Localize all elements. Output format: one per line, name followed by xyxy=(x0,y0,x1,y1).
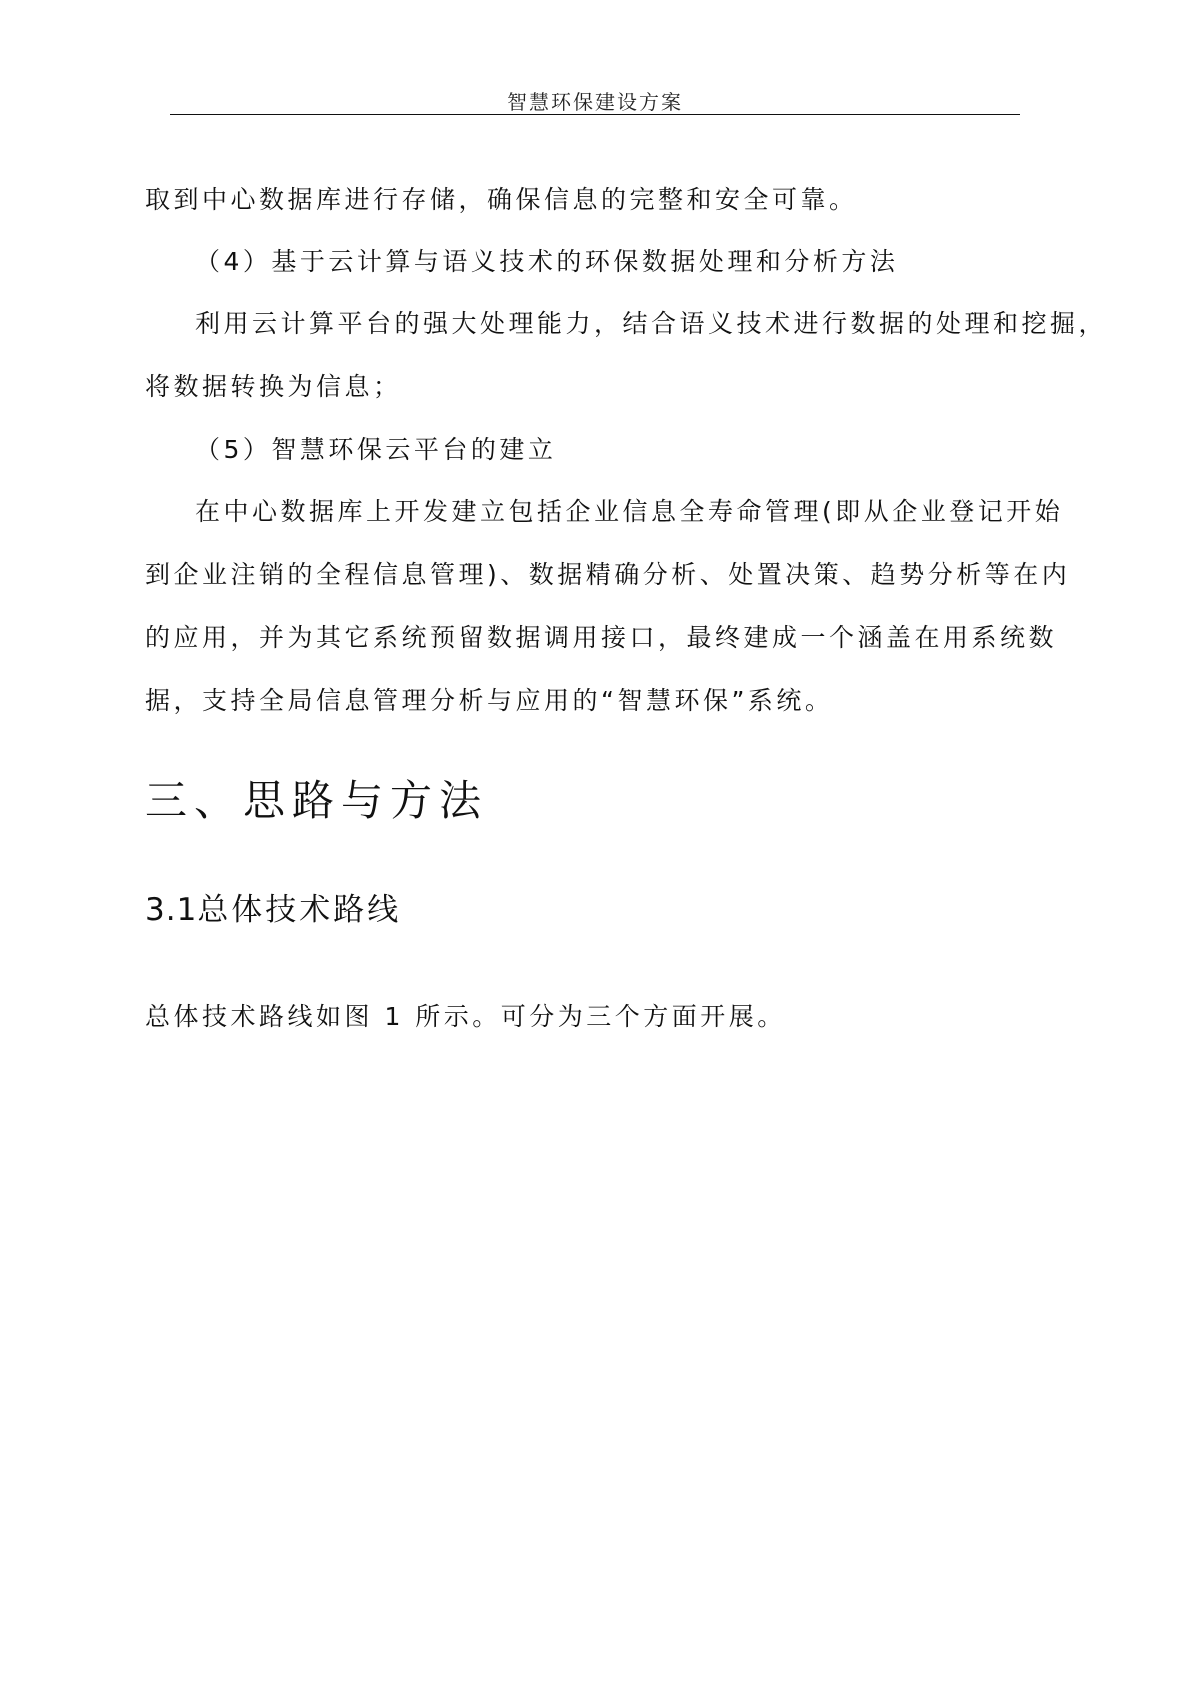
running-header: 智慧环保建设方案 xyxy=(507,90,683,114)
paragraph-line: 据，支持全局信息管理分析与应用的“智慧环保”系统。 xyxy=(145,686,834,715)
paragraph-line: 总体技术路线如图 1 所示。可分为三个方面开展。 xyxy=(145,1002,786,1031)
subsection-title: 总体技术路线 xyxy=(197,892,402,928)
header-rule xyxy=(170,114,1020,115)
paragraph-cloud-computing xyxy=(145,292,1108,418)
paragraph-line: 的应用，并为其它系统预留数据调用接口，最终建成一个涵盖在用系统数 xyxy=(145,623,1058,652)
item-5-title: （5）智慧环保云平台的建立 xyxy=(195,435,557,464)
paragraph-line: 将数据转换为信息； xyxy=(145,372,402,401)
paragraph-line: 取到中心数据库进行存储，确保信息的完整和安全可靠。 xyxy=(145,185,858,214)
subsection-heading xyxy=(145,884,401,929)
paragraph-line: 在中心数据库上开发建立包括企业信息全寿命管理(即从企业登记开始 xyxy=(195,497,1064,526)
item-4-title: （4）基于云计算与语义技术的环保数据处理和分析方法 xyxy=(195,247,899,276)
paragraph-line: 到企业注销的全程信息管理)、数据精确分析、处置决策、趋势分析等在内 xyxy=(145,560,1071,589)
paragraph-line: 利用云计算平台的强大处理能力，结合语义技术进行数据的处理和挖掘， xyxy=(195,309,1108,338)
paragraph-platform xyxy=(145,480,1071,732)
section-heading: 三、思路与方法 xyxy=(145,776,489,825)
subsection-number: 3.1 xyxy=(145,892,198,928)
